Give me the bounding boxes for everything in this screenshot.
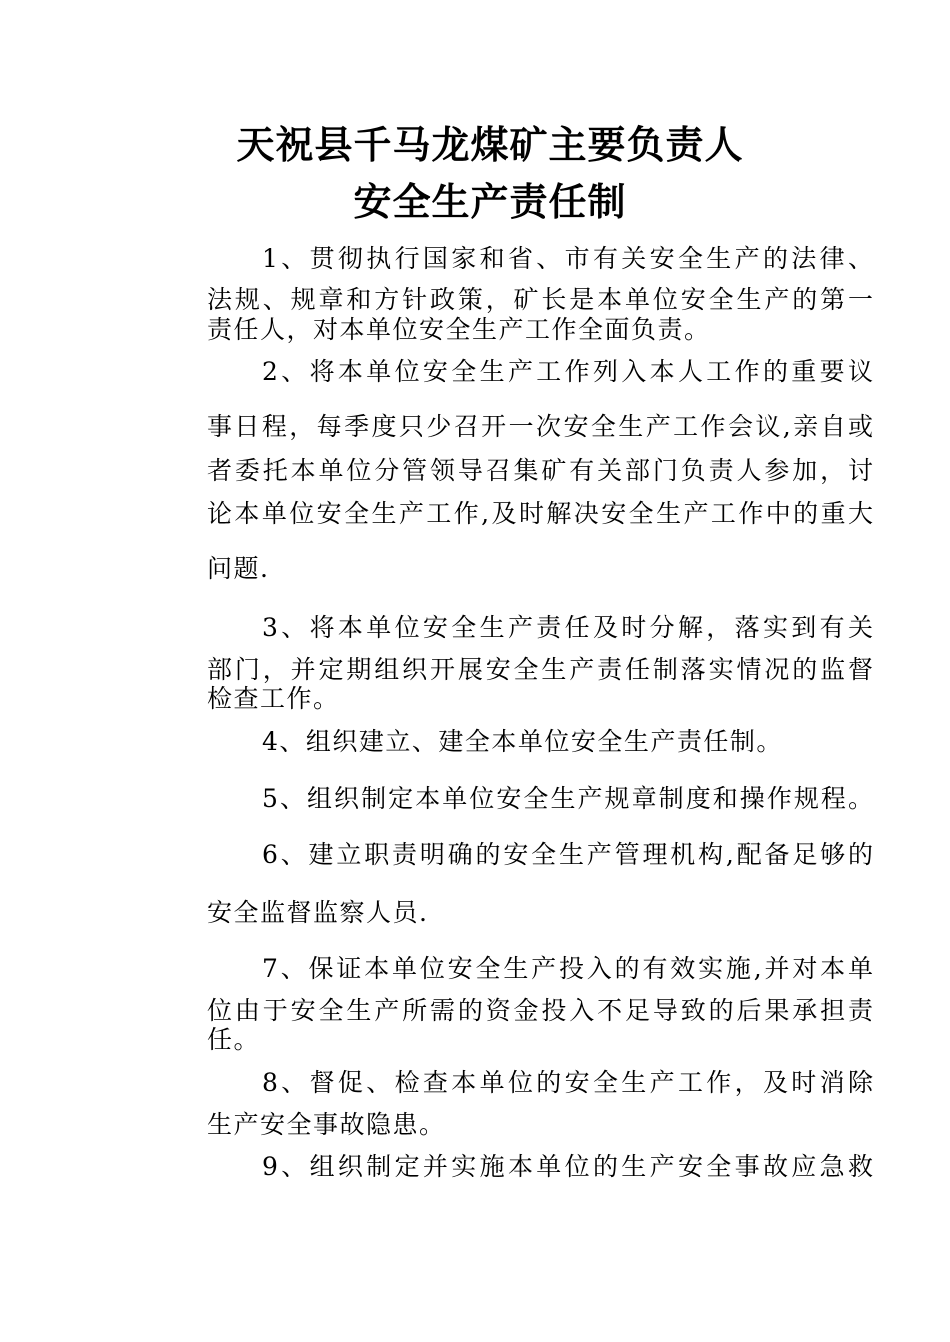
paragraph-line: 5、组织制定本单位安全生产规章制度和操作规程。 [262,784,873,813]
paragraph-line: 问题. [207,554,270,583]
paragraph-line: 9、组织制定并实施本单位的生产安全事故应急救 [262,1152,873,1181]
paragraph-line: 6、建立职责明确的安全生产管理机构,配备足够的 [262,840,873,869]
paragraph-line: 任。 [207,1025,261,1054]
paragraph-line: 4、组织建立、建全本单位安全生产责任制。 [262,727,783,756]
paragraph-line: 法规、规章和方针政策，矿长是本单位安全生产的第一 [207,285,873,314]
paragraph-line: 部门，并定期组织开展安全生产责任制落实情况的监督 [207,655,873,684]
document-title-line-2: 安全生产责任制 [353,179,627,224]
paragraph-line: 1、贯彻执行国家和省、市有关安全生产的法律、 [262,244,873,273]
paragraph-line: 8、督促、检查本单位的安全生产工作，及时消除 [262,1068,873,1097]
paragraph-line: 事日程，每季度只少召开一次安全生产工作会议,亲自或 [207,412,873,441]
paragraph-line: 安全监督监察人员. [207,898,429,927]
paragraph-line: 者委托本单位分管领导召集矿有关部门负责人参加，讨 [207,456,873,485]
paragraph-line: 3、将本单位安全生产责任及时分解，落实到有关 [262,613,873,642]
paragraph-line: 检查工作。 [207,684,340,713]
paragraph-line: 2、将本单位安全生产工作列入本人工作的重要议 [262,357,873,386]
paragraph-line: 论本单位安全生产工作,及时解决安全生产工作中的重大 [207,499,873,528]
paragraph-line: 责任人，对本单位安全生产工作全面负责。 [207,315,711,344]
paragraph-line: 位由于安全生产所需的资金投入不足导致的后果承担责 [207,996,873,1025]
paragraph-line: 生产安全事故隐患。 [207,1110,446,1139]
paragraph-line: 7、保证本单位安全生产投入的有效实施,并对本单 [262,954,873,983]
document-title-line-1: 天祝县千马龙煤矿主要负责人 [236,122,744,167]
